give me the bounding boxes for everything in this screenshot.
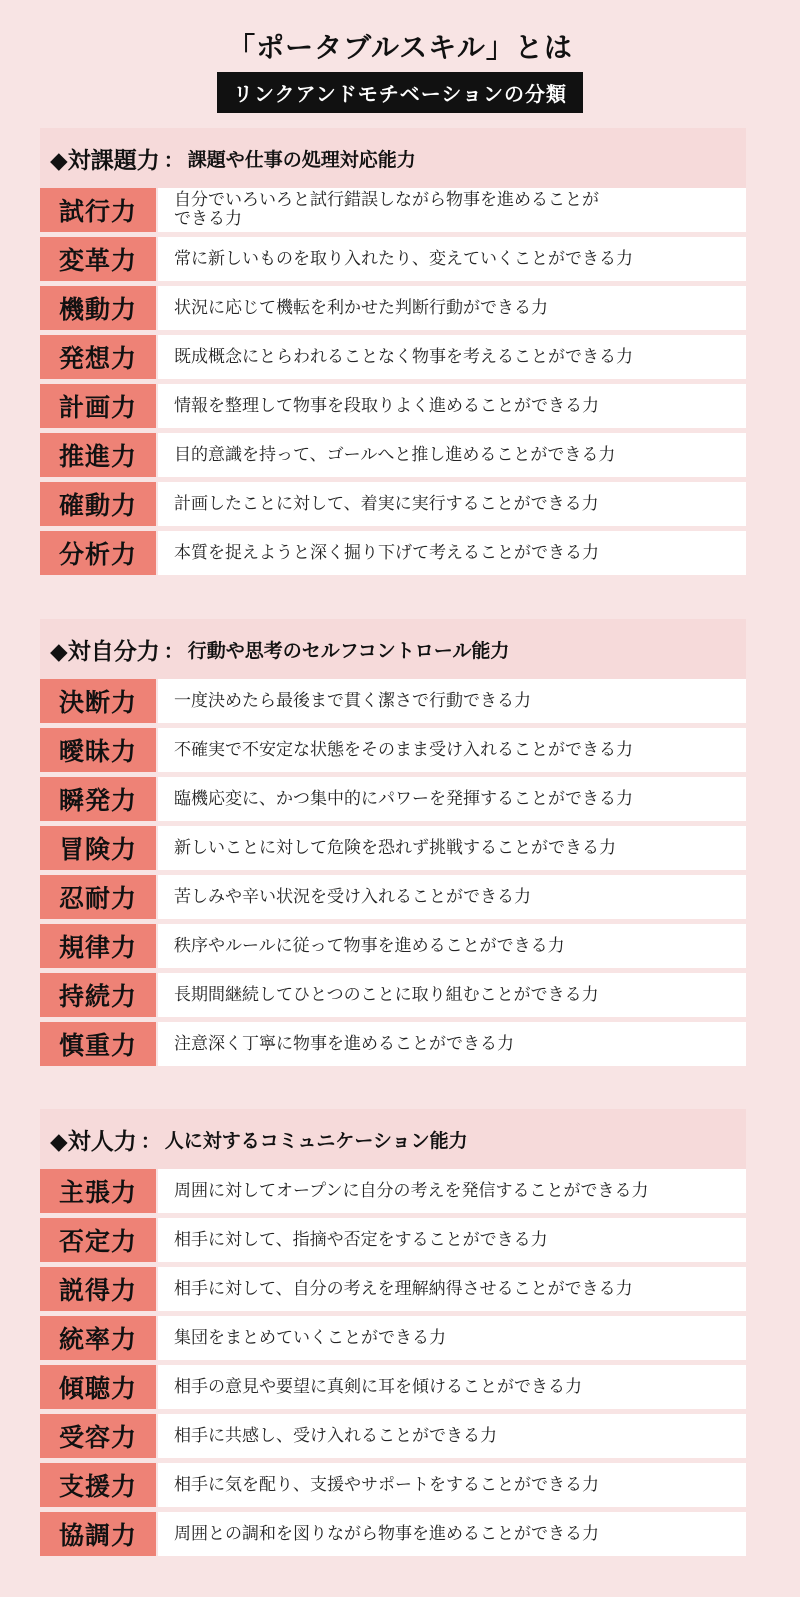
skill-description: 新しいことに対して危険を恐れず挑戦することができる力 <box>158 826 746 870</box>
skill-row <box>40 1463 746 1507</box>
skill-description: 状況に応じて機転を利かせた判断行動ができる力 <box>158 286 746 330</box>
skill-description: 自分でいろいろと試行錯誤しながら物事を進めることが できる力 <box>158 188 746 232</box>
skill-description: 相手に対して、自分の考えを理解納得させることができる力 <box>158 1267 746 1311</box>
skill-description: 目的意識を持って、ゴールへと推し進めることができる力 <box>158 433 746 477</box>
skill-description: 注意深く丁寧に物事を進めることができる力 <box>158 1022 746 1066</box>
skill-description: 周囲に対してオープンに自分の考えを発信することができる力 <box>158 1169 746 1213</box>
skill-description: 計画したことに対して、着実に実行することができる力 <box>158 482 746 526</box>
section-task-skills <box>40 128 746 580</box>
skill-label: 曖昧力 <box>40 728 156 772</box>
skill-row <box>40 286 746 330</box>
skill-row <box>40 924 746 968</box>
skill-row <box>40 679 746 723</box>
section-separator: ： <box>140 1128 161 1153</box>
skill-label: 発想力 <box>40 335 156 379</box>
skill-label: 支援力 <box>40 1463 156 1507</box>
skill-label: 持続力 <box>40 973 156 1017</box>
skill-label: 規律力 <box>40 924 156 968</box>
skill-label: 忍耐力 <box>40 875 156 919</box>
section-description: 行動や思考のセルフコントロール能力 <box>187 639 510 662</box>
skill-row <box>40 188 746 232</box>
section-title: ◆対課題力 <box>50 147 160 174</box>
page-subtitle: リンクアンドモチベーションの分類 <box>217 72 583 113</box>
section-header <box>40 128 746 188</box>
skill-label: 機動力 <box>40 286 156 330</box>
skill-label: 統率力 <box>40 1316 156 1360</box>
skill-description: 長期間継続してひとつのことに取り組むことができる力 <box>158 973 746 1017</box>
skill-description: 不確実で不安定な状態をそのまま受け入れることができる力 <box>158 728 746 772</box>
skill-row <box>40 433 746 477</box>
skill-row <box>40 482 746 526</box>
skill-row <box>40 1365 746 1409</box>
skill-description: 相手に共感し、受け入れることができる力 <box>158 1414 746 1458</box>
skill-label: 傾聴力 <box>40 1365 156 1409</box>
skill-row <box>40 1267 746 1311</box>
skill-row <box>40 1169 746 1213</box>
section-header <box>40 1109 746 1169</box>
skill-row <box>40 237 746 281</box>
skill-label: 確動力 <box>40 482 156 526</box>
skill-row <box>40 826 746 870</box>
skill-description: 一度決めたら最後まで貫く潔さで行動できる力 <box>158 679 746 723</box>
skill-row <box>40 1022 746 1066</box>
skill-label: 決断力 <box>40 679 156 723</box>
skill-row <box>40 384 746 428</box>
skill-description: 相手に気を配り、支援やサポートをすることができる力 <box>158 1463 746 1507</box>
skill-description: 秩序やルールに従って物事を進めることができる力 <box>158 924 746 968</box>
skill-label: 受容力 <box>40 1414 156 1458</box>
skill-label: 変革力 <box>40 237 156 281</box>
skill-description: 臨機応変に、かつ集中的にパワーを発揮することができる力 <box>158 777 746 821</box>
skill-description: 本質を捉えようと深く掘り下げて考えることができる力 <box>158 531 746 575</box>
skill-label: 協調力 <box>40 1512 156 1556</box>
skill-row <box>40 1512 746 1556</box>
skill-row <box>40 728 746 772</box>
section-interpersonal-skills <box>40 1109 746 1561</box>
skill-label: 推進力 <box>40 433 156 477</box>
skill-label: 試行力 <box>40 188 156 232</box>
page-title: 「ポータブルスキル」とは <box>227 31 573 64</box>
section-self-skills <box>40 619 746 1071</box>
section-separator: ： <box>163 638 184 663</box>
skill-description: 常に新しいものを取り入れたり、変えていくことができる力 <box>158 237 746 281</box>
section-title: ◆対自分力 <box>50 638 160 665</box>
section-header <box>40 619 746 679</box>
skill-row <box>40 1316 746 1360</box>
skill-row <box>40 973 746 1017</box>
skill-description: 苦しみや辛い状況を受け入れることができる力 <box>158 875 746 919</box>
skill-label: 計画力 <box>40 384 156 428</box>
skill-description: 既成概念にとらわれることなく物事を考えることができる力 <box>158 335 746 379</box>
skill-description: 相手の意見や要望に真剣に耳を傾けることができる力 <box>158 1365 746 1409</box>
skill-label: 説得力 <box>40 1267 156 1311</box>
skill-description: 周囲との調和を図りながら物事を進めることができる力 <box>158 1512 746 1556</box>
section-description: 人に対するコミュニケーション能力 <box>164 1129 468 1152</box>
skill-row <box>40 1414 746 1458</box>
skill-label: 分析力 <box>40 531 156 575</box>
skill-row <box>40 531 746 575</box>
skill-row <box>40 335 746 379</box>
skill-label: 主張力 <box>40 1169 156 1213</box>
section-title: ◆対人力 <box>50 1128 137 1155</box>
skill-label: 瞬発力 <box>40 777 156 821</box>
skill-label: 慎重力 <box>40 1022 156 1066</box>
skill-description: 相手に対して、指摘や否定をすることができる力 <box>158 1218 746 1262</box>
skill-description: 集団をまとめていくことができる力 <box>158 1316 746 1360</box>
section-description: 課題や仕事の処理対応能力 <box>187 148 416 171</box>
skill-label: 否定力 <box>40 1218 156 1262</box>
section-separator: ： <box>163 147 184 172</box>
skill-row <box>40 777 746 821</box>
skill-row <box>40 875 746 919</box>
skill-row <box>40 1218 746 1262</box>
skill-description: 情報を整理して物事を段取りよく進めることができる力 <box>158 384 746 428</box>
skill-label: 冒険力 <box>40 826 156 870</box>
subtitle-wrap <box>0 72 800 113</box>
